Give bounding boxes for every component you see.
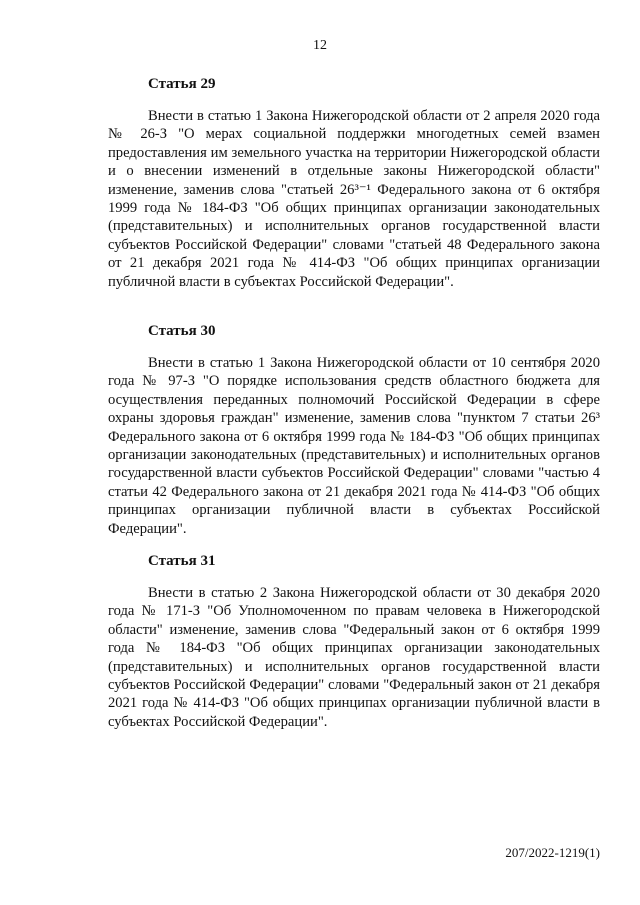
article-text: Внести в статью 1 Закона Нижегородской области от 10 сентября 2020 года № 97-З "О порядке использования средств областного бюджета для осуществления переданных полномочий Российской Федерации в сфере охраны здоровья граждан" изменение, заменив слова "пунктом 7 статьи 26³ Федерального закона от 6 октября 1999 года № 184-ФЗ "Об общих принципах организации законодательных (представительных) и исполнительных органов государственной власти субъектов Российской Федерации" словами "частью 4 статьи 42 Федерального закона от 21 декабря 2021 года № 414-ФЗ "Об общих принципах организации публичной власти в субъектах Российской Федерации". bbox=[108, 355, 600, 537]
article-text: Внести в статью 1 Закона Нижегородской области от 2 апреля 2020 года № 26-З "О мерах социальной поддержки многодетных семей взамен предоставления им земельного участка на территории Нижегородской области и о внесении изменений в отдельные законы Нижегородской области" изменение, заменив слова "статьей 26³⁻¹ Федерального закона от 6 октября 1999 года № 184-ФЗ "Об общих принципах организации законодательных (представительных) и исполнительных органов государственной власти субъектов Российской Федерации" словами "статьей 48 Федерального закона от 21 декабря 2021 года № 414-ФЗ "Об общих принципах организации публичной власти в субъектах Российской Федерации". bbox=[108, 108, 600, 290]
document-number: 207/2022-1219(1) bbox=[505, 845, 600, 860]
article-heading: Статья 29 bbox=[148, 76, 216, 92]
article-29 bbox=[108, 75, 600, 291]
page-number: 12 bbox=[313, 38, 327, 53]
article-30 bbox=[108, 322, 600, 538]
article-text: Внести в статью 2 Закона Нижегородской области от 30 декабря 2020 года № 171-З "Об Уполномоченном по правам человека в Нижегородской области" изменение, заменив слова "Федеральный закон от 6 октября 1999 года № 184-ФЗ "Об общих принципах организации законодательных (представительных) и исполнительных органов государственной власти субъектов Российской Федерации" словами "Федеральный закон от 21 декабря 2021 года № 414-ФЗ "Об общих принципах организации публичной власти в субъектах Российской Федерации". bbox=[108, 585, 600, 730]
article-31 bbox=[108, 552, 600, 731]
article-heading: Статья 31 bbox=[148, 553, 216, 569]
article-heading: Статья 30 bbox=[148, 323, 216, 339]
